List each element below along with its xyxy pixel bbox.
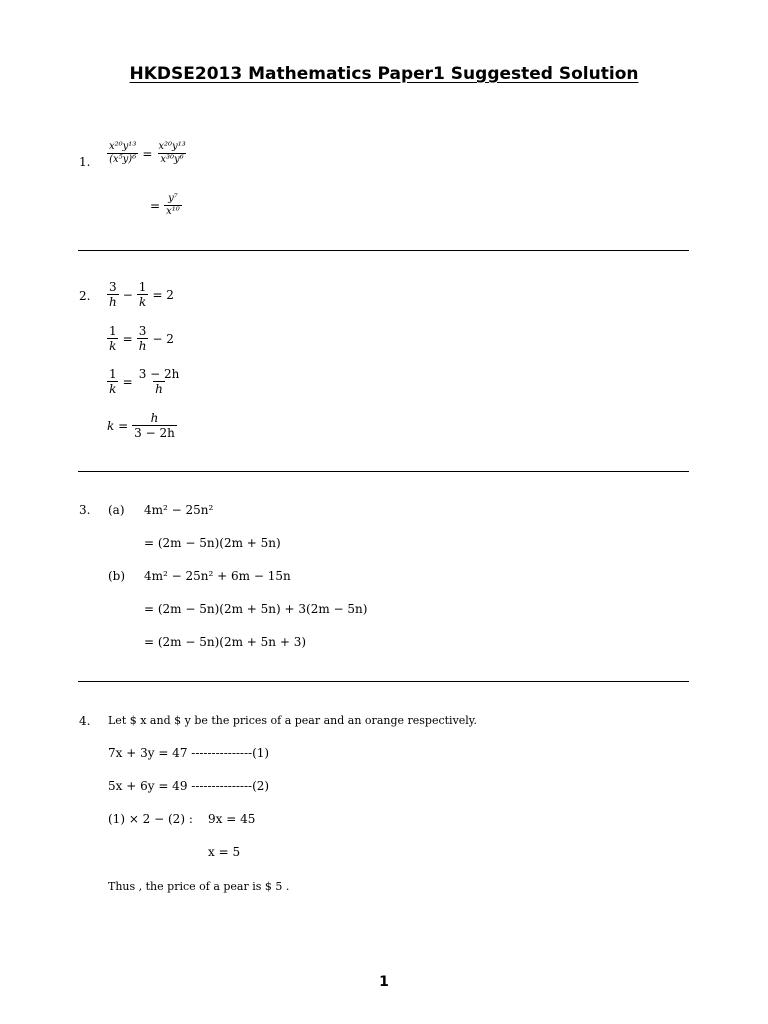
q4-equation-1: 7x + 3y = 47 ---------------(1) bbox=[108, 746, 270, 760]
q3-a-line-1: 4m² − 25n² bbox=[144, 503, 214, 517]
q4-step-result: 9x = 45 bbox=[208, 812, 256, 826]
q2-line-2: $\frac{1}{k}$ = $\frac{3}{h}$ − 2 bbox=[109, 324, 174, 353]
q1-mid-fraction: $\frac{\text{x²⁰y¹³}}{\text{x³⁰y⁶}}$ bbox=[158, 141, 186, 165]
q1-result-fraction: $\frac{\text{y⁷}}{\text{x¹⁰}}$ bbox=[166, 193, 180, 217]
q1-lhs-fraction: $\frac{\text{x²⁰y¹³}}{\text{(x⁵y)⁶}}$ bbox=[109, 141, 137, 165]
q3-b-line-3: = (2m − 5n)(2m + 5n + 3) bbox=[144, 635, 307, 649]
q1-line-1: $\frac{\text{x²⁰y¹³}}{\text{(x⁵y)⁶}}$ = $\frac{\text{x²⁰y¹³}}{\text{x³⁰y⁶}}$ bbox=[109, 141, 186, 165]
q4-equation-2: 5x + 6y = 49 ---------------(2) bbox=[108, 779, 270, 793]
question-2-number: 2. bbox=[79, 289, 91, 303]
divider bbox=[78, 681, 689, 682]
divider bbox=[78, 471, 689, 472]
q3-b-line-1: 4m² − 25n² + 6m − 15n bbox=[144, 569, 291, 583]
q2-line-4: k = $\frac{h}{3 - 2h}$ bbox=[107, 411, 175, 440]
question-3-number: 3. bbox=[79, 503, 91, 517]
q1-line-2: = $\frac{\text{y⁷}}{\text{x¹⁰}}$ bbox=[150, 193, 180, 217]
q4-x-value: x = 5 bbox=[208, 845, 241, 859]
q3-part-a-label: (a) bbox=[108, 503, 125, 517]
q3-part-b-label: (b) bbox=[108, 569, 126, 583]
divider bbox=[78, 250, 689, 251]
q2-line-1: $\frac{3}{h}$ − $\frac{1}{k}$ = 2 bbox=[109, 280, 174, 309]
q2-line-3: $\frac{1}{k}$ = $\frac{3 - 2h}{h}$ bbox=[109, 367, 180, 396]
q3-b-line-2: = (2m − 5n)(2m + 5n) + 3(2m − 5n) bbox=[144, 602, 368, 616]
q4-intro: Let $ x and $ y be the prices of a pear and an orange respectively. bbox=[108, 714, 478, 727]
q3-a-line-2: = (2m − 5n)(2m + 5n) bbox=[144, 536, 281, 550]
question-1-number: 1. bbox=[79, 155, 91, 169]
q4-conclusion: Thus , the price of a pear is $ 5 . bbox=[108, 880, 290, 893]
page-number: 1 bbox=[379, 974, 389, 990]
question-4-number: 4. bbox=[79, 714, 91, 728]
q4-step-label: (1) × 2 − (2) : bbox=[108, 812, 193, 826]
page-title: HKDSE2013 Mathematics Paper1 Suggested Solution bbox=[129, 64, 639, 84]
